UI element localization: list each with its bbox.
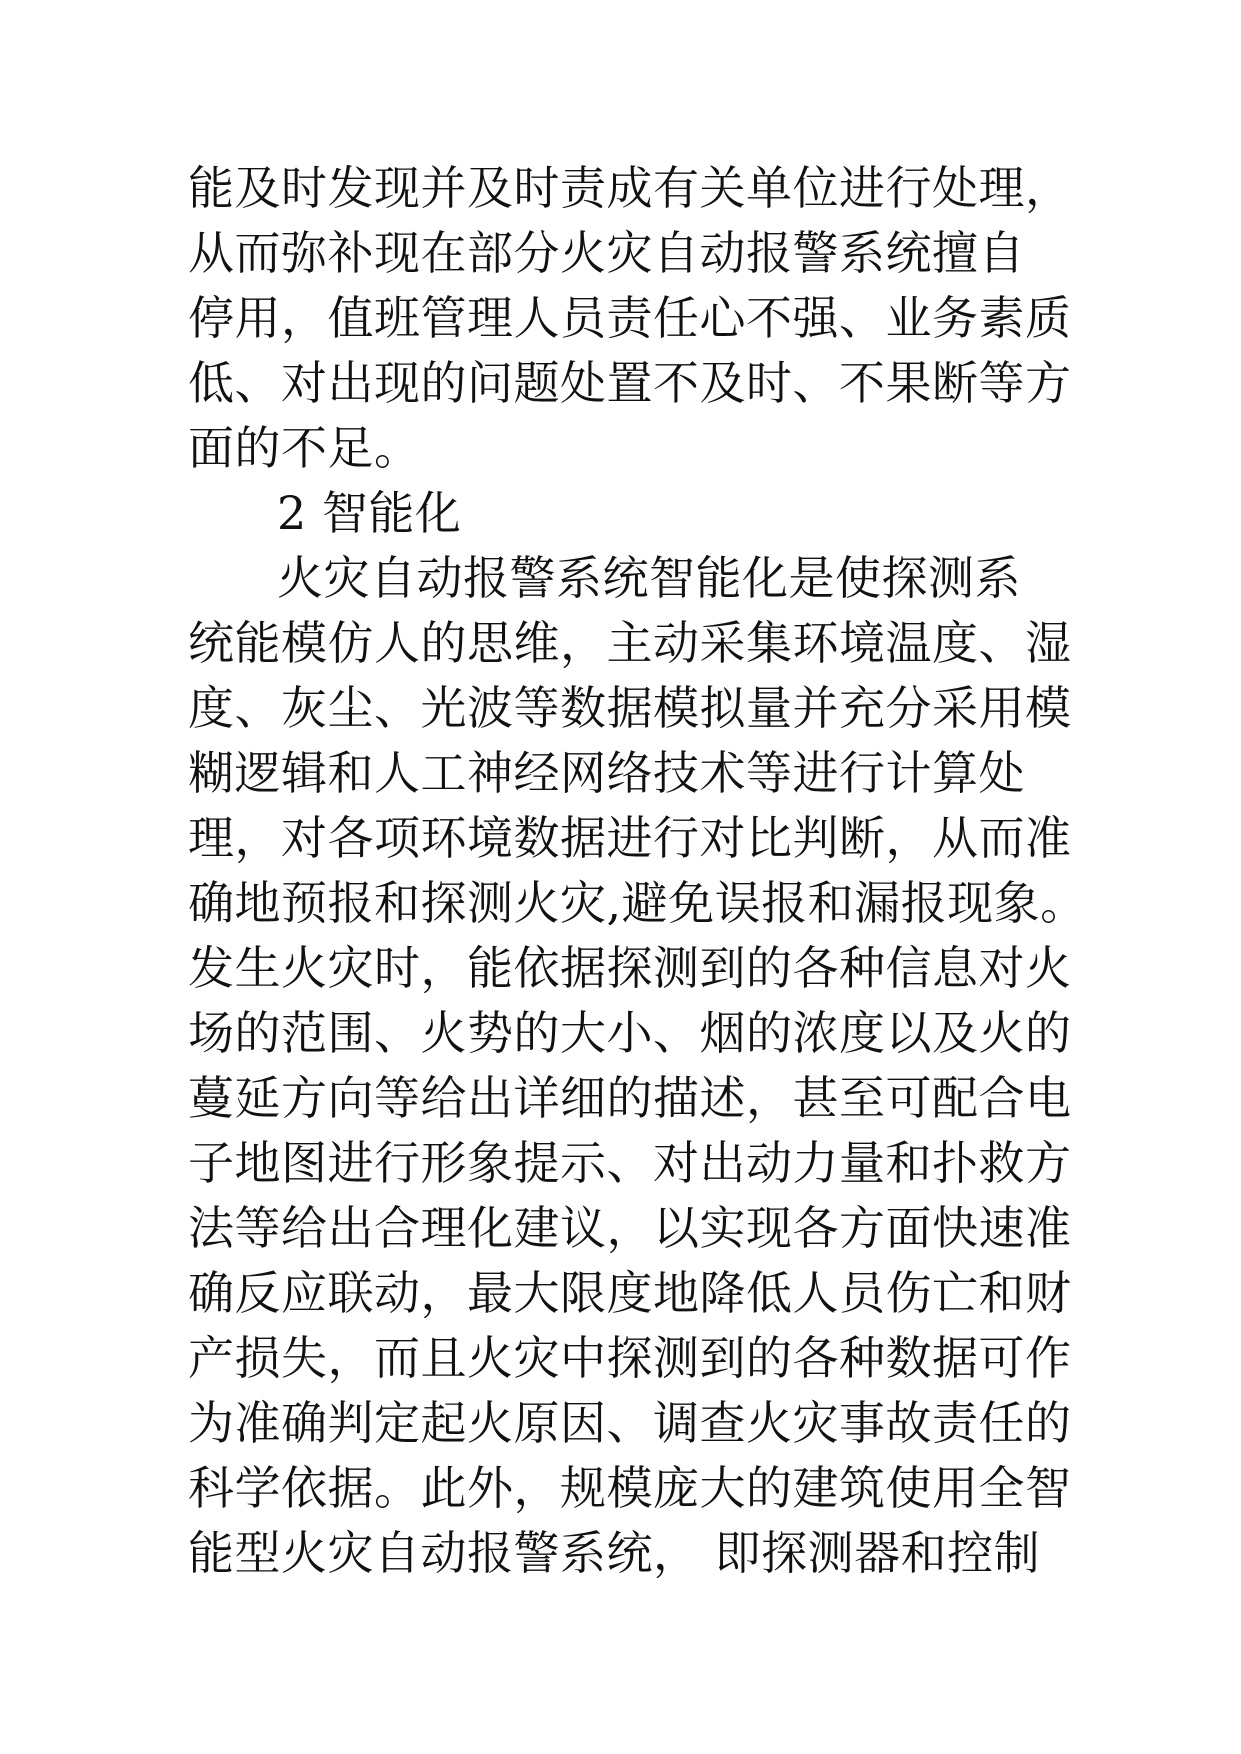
text-line: 确反应联动，最大限度地降低人员伤亡和财	[188, 1266, 1072, 1320]
section-heading: 2 智能化	[277, 486, 462, 540]
text-line: 火灾自动报警系统智能化是使探测系	[277, 551, 1021, 605]
text-line: 面的不足。	[188, 421, 421, 475]
text-line: 确地预报和探测火灾,避免误报和漏报现象。	[188, 876, 1087, 930]
text-line: 从而弥补现在部分火灾自动报警系统擅自	[188, 226, 1025, 280]
text-line: 场的范围、火势的大小、烟的浓度以及火的	[188, 1006, 1072, 1060]
text-line: 法等给出合理化建议，以实现各方面快速准	[188, 1201, 1072, 1255]
text-line: 子地图进行形象提示、对出动力量和扑救方	[188, 1136, 1072, 1190]
body-text	[188, 156, 1088, 1586]
text-line: 能及时发现并及时责成有关单位进行处理，	[188, 161, 1072, 215]
text-line: 能型火灾自动报警系统， 即探测器和控制	[188, 1526, 1041, 1580]
text-line: 糊逻辑和人工神经网络技术等进行计算处	[188, 746, 1025, 800]
text-line: 度、灰尘、光波等数据模拟量并充分采用模	[188, 681, 1072, 735]
text-line: 统能模仿人的思维，主动采集环境温度、湿	[188, 616, 1072, 670]
text-line: 发生火灾时，能依据探测到的各种信息对火	[188, 941, 1072, 995]
text-line: 理，对各项环境数据进行对比判断，从而准	[188, 811, 1072, 865]
text-line: 科学依据。此外，规模庞大的建筑使用全智	[188, 1461, 1072, 1515]
text-line: 产损失，而且火灾中探测到的各种数据可作	[188, 1331, 1072, 1385]
text-line: 为准确判定起火原因、调查火灾事故责任的	[188, 1396, 1072, 1450]
text-line: 停用，值班管理人员责任心不强、业务素质	[188, 291, 1072, 345]
text-line: 低、对出现的问题处置不及时、不果断等方	[188, 356, 1072, 410]
text-line: 蔓延方向等给出详细的描述，甚至可配合电	[188, 1071, 1072, 1125]
